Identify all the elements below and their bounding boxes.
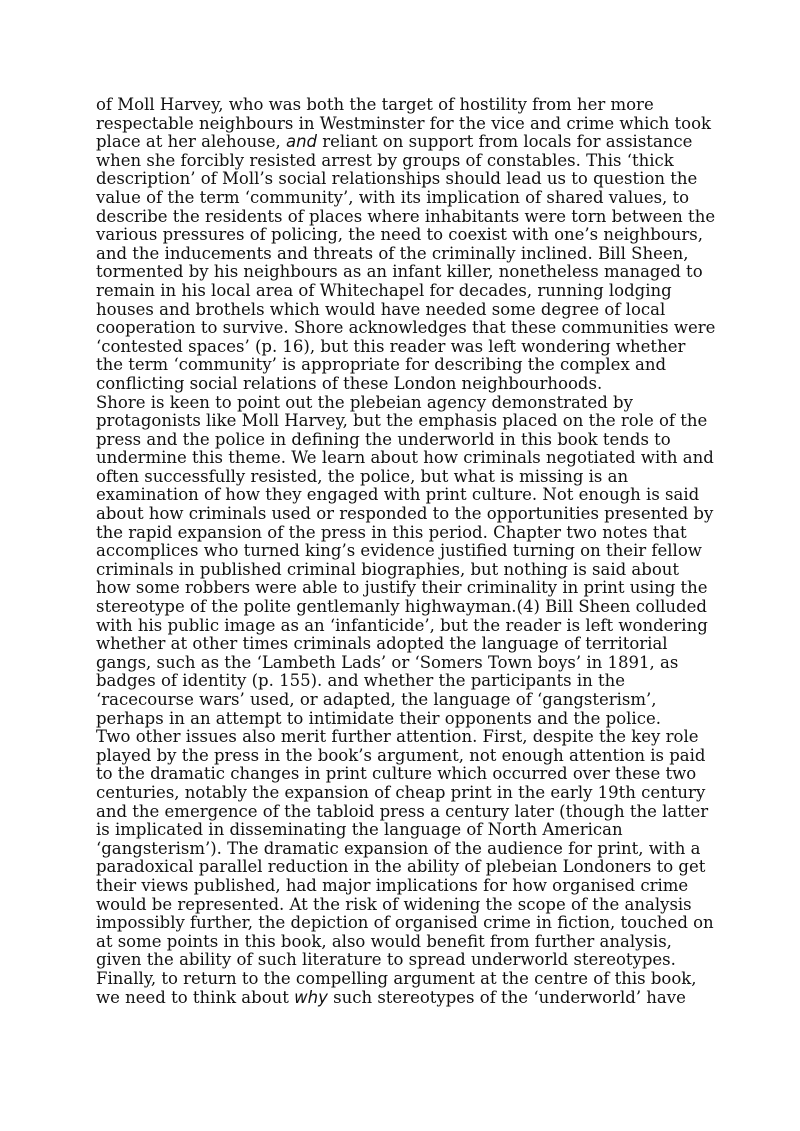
text-line: protagonists like Moll Harvey, but the emphasis placed on the role of the xyxy=(96,411,708,431)
text-line: respectable neighbours in Westminster for the vice and crime which took xyxy=(96,113,712,133)
text-line: stereotype of the polite gentlemanly highwayman.(4) Bill Sheen colluded xyxy=(96,597,707,617)
text-line: at some points in this book, also would benefit from further analysis, xyxy=(96,931,672,951)
text-line: given the ability of such literature to spread underworld stereotypes. xyxy=(96,950,676,970)
text-line: ‘gangsterism’). The dramatic expansion of the audience for print, with a xyxy=(96,838,701,858)
text-line: played by the press in the book’s argument, not enough attention is paid xyxy=(96,745,706,765)
paragraph xyxy=(96,392,714,729)
text-line: remain in his local area of Whitechapel for decades, running lodging xyxy=(96,280,672,300)
text-line: their views published, had major implications for how organised crime xyxy=(96,875,689,895)
text-line: about how criminals used or responded to the opportunities presented by xyxy=(96,504,714,524)
text-line: ‘racecourse wars’ used, or adapted, the language of ‘gangsterism’, xyxy=(96,690,657,709)
text-line: when she forcibly resisted arrest by groups of constables. This ‘thick xyxy=(96,150,674,170)
text-line: impossibly further, the depiction of organised crime in fiction, touched on xyxy=(96,913,714,933)
emphasized-word: and xyxy=(285,132,317,152)
text-line: would be represented. At the risk of widening the scope of the analysis xyxy=(96,894,692,914)
text-line: ‘contested spaces’ (p. 16), but this reader was left wondering whether xyxy=(96,336,686,356)
text-line: criminals in published criminal biographies, but nothing is said about xyxy=(96,559,680,579)
text-line: value of the term ‘community’, with its implication of shared values, to xyxy=(96,187,690,207)
text-run: we need to think about xyxy=(96,987,295,1007)
text-line: examination of how they engaged with print culture. Not enough is said xyxy=(96,485,700,505)
text-line: the term ‘community’ is appropriate for describing the complex and xyxy=(96,355,667,375)
text-line: accomplices who turned king’s evidence justified turning on their fellow xyxy=(96,541,702,561)
text-line xyxy=(96,133,708,152)
text-line: Two other issues also merit further attention. First, despite the key role xyxy=(96,727,699,747)
text-line: tormented by his neighbours as an infant killer, nonetheless managed to xyxy=(96,262,703,282)
text-line: centuries, notably the expansion of cheap print in the early 19th century xyxy=(96,782,706,802)
text-line: Finally, to return to the compelling argument at the centre of this book, xyxy=(96,968,697,988)
text-line: cooperation to survive. Shore acknowledges that these communities were xyxy=(96,318,716,338)
text-line: the rapid expansion of the press in this period. Chapter two notes that xyxy=(96,522,687,542)
text-line: press and the police in defining the underworld in this book tends to xyxy=(96,429,671,449)
emphasized-word: why xyxy=(294,987,328,1007)
text-line: to the dramatic changes in print culture which occurred over these two xyxy=(96,764,697,784)
text-line: and the emergence of the tabloid press a century later (though the latter xyxy=(96,801,709,821)
text-line xyxy=(96,989,708,1008)
text-line: various pressures of policing, the need to coexist with one’s neighbours, xyxy=(96,225,703,245)
text-line: Shore is keen to point out the plebeian agency demonstrated by xyxy=(96,392,633,412)
text-line: paradoxical parallel reduction in the ability of plebeian Londoners to get xyxy=(96,857,706,877)
text-line: houses and brothels which would have needed some degree of local xyxy=(96,299,666,319)
text-line: conflicting social relations of these London neighbourhoods. xyxy=(96,373,603,393)
text-line: whether at other times criminals adopted the language of territorial xyxy=(96,634,668,654)
text-line: badges of identity (p. 155). and whether the participants in the xyxy=(96,671,625,691)
body-text xyxy=(96,95,716,1007)
text-line: undermine this theme. We learn about how criminals negotiated with and xyxy=(96,448,714,468)
text-run: reliant on support from locals for assistance xyxy=(317,132,693,152)
text-line: is implicated in disseminating the language of North American xyxy=(96,820,623,840)
text-line: gangs, such as the ‘Lambeth Lads’ or ‘Somers Town boys’ in 1891, as xyxy=(96,652,679,672)
text-line: with his public image as an ‘infanticide’, but the reader is left wondering xyxy=(96,615,708,635)
text-line: how some robbers were able to justify their criminality in print using the xyxy=(96,578,708,598)
text-line: describe the residents of places where inhabitants were torn between the xyxy=(96,206,716,226)
text-line: description’ of Moll’s social relationships should lead us to question the xyxy=(96,169,698,189)
text-line: of Moll Harvey, who was both the target of hostility from her more xyxy=(96,95,654,114)
text-run: such stereotypes of the ‘underworld’ have xyxy=(327,987,686,1007)
paragraph xyxy=(96,95,716,394)
paragraph xyxy=(96,727,714,1007)
text-run: place at her alehouse, xyxy=(96,132,286,152)
text-line: often successfully resisted, the police, but what is missing is an xyxy=(96,466,629,486)
text-line: and the inducements and threats of the criminally inclined. Bill Sheen, xyxy=(96,243,689,263)
text-line: perhaps in an attempt to intimidate their opponents and the police. xyxy=(96,708,661,728)
